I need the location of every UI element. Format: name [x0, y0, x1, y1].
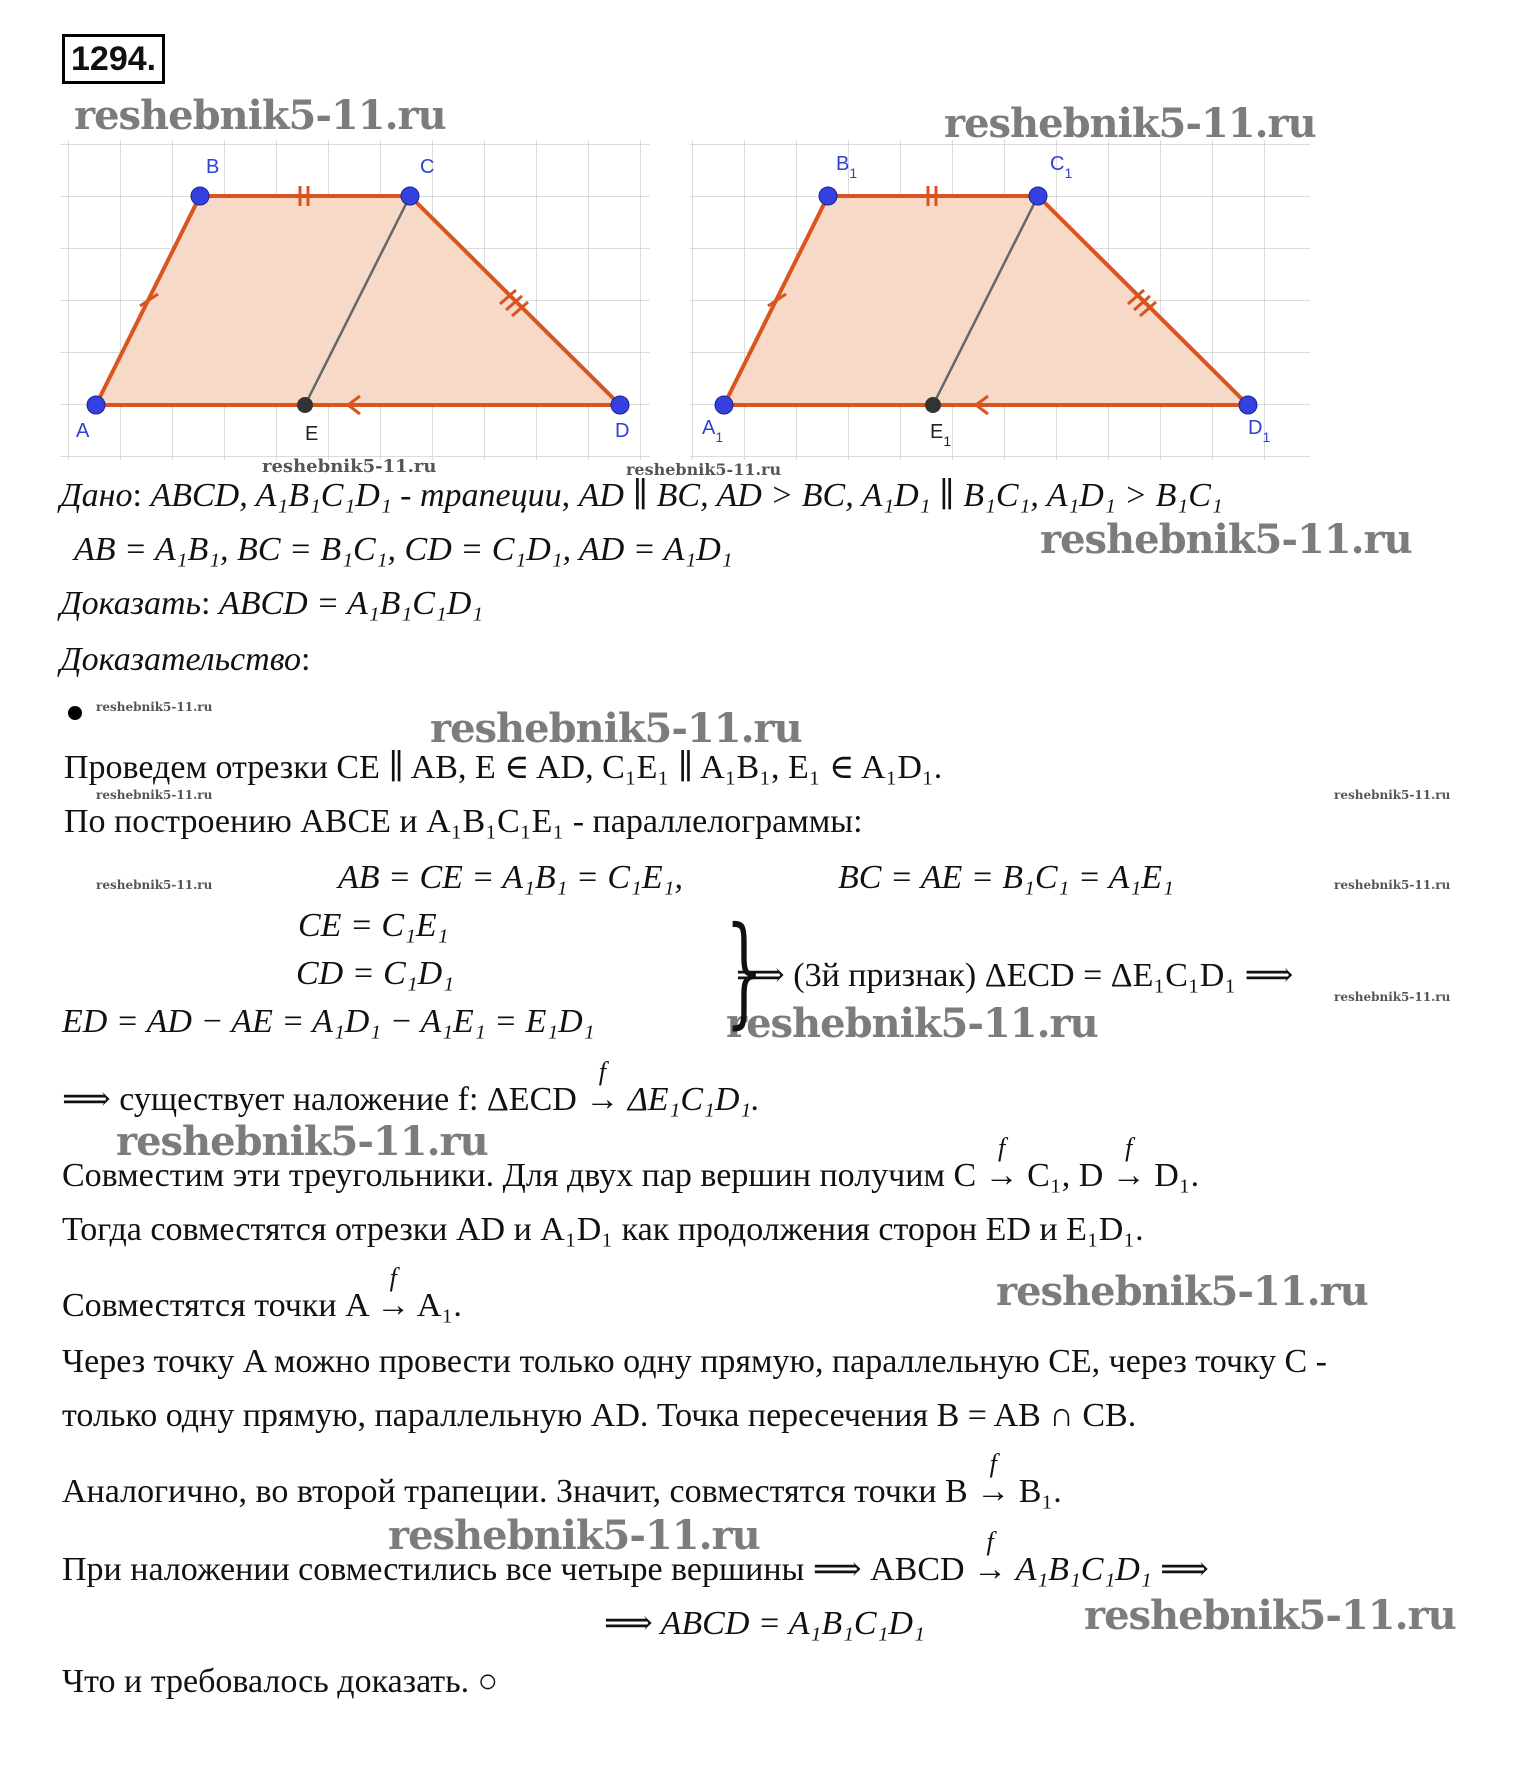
proof-line-2: По построению ABCE и A₁B₁C₁E₁ - параллелограммы:	[64, 803, 863, 840]
watermark: reshebnik5-11.ru	[1040, 516, 1412, 563]
watermark-small: reshebnik5-11.ru	[1334, 878, 1451, 892]
label-d1: $D_1$	[1248, 417, 1271, 445]
watermark-small: reshebnik5-11.ru	[96, 878, 213, 892]
proof-line-1: Проведем отрезки CE ∥ AB, E ∈ AD, C₁E₁ ∥ A₁B₁, E₁ ∈ A₁D₁.	[64, 749, 943, 786]
given-text-1: ABCD, A₁B₁C₁D₁ - трапеции, AD ∥ BC, AD > BC, A₁D₁ ∥ B₁C₁, A₁D₁ > B₁C₁	[150, 477, 1223, 514]
mapping-arrow: f →	[976, 1449, 1011, 1510]
watermark-small: reshebnik5-11.ru	[96, 788, 213, 802]
watermark: reshebnik5-11.ru	[1084, 1592, 1456, 1639]
proof-line-7: Через точку A можно провести только одну прямую, параллельную CE, через точку C -	[62, 1343, 1327, 1380]
label-d: D	[615, 420, 630, 442]
mapping-arrow: f →	[376, 1263, 411, 1324]
label-c1: $C_1$	[1050, 153, 1073, 181]
conclusion: Что и требовалось доказать. ○	[62, 1663, 499, 1700]
equation-1b: BC = AE = B₁C₁ = A₁E₁	[838, 859, 1174, 896]
proof-line-6: Совместятся точки A f → A₁.	[62, 1263, 462, 1324]
watermark-small: reshebnik5-11.ru	[626, 460, 782, 479]
prove-line: Доказать: ABCD = A₁B₁C₁D₁	[60, 585, 484, 622]
prove-label: Доказать	[60, 585, 201, 622]
watermark: reshebnik5-11.ru	[996, 1268, 1368, 1315]
watermark-small: reshebnik5-11.ru	[1334, 788, 1451, 802]
proof-line-3: ⟹ существует наложение f: ΔECD f → ΔE₁C₁D₁.	[62, 1057, 760, 1118]
label-e1: $E_1$	[930, 421, 952, 449]
watermark-small: reshebnik5-11.ru	[1334, 990, 1451, 1004]
point-d1	[1239, 396, 1257, 414]
point-d	[611, 396, 629, 414]
mapping-arrow: f →	[1111, 1133, 1146, 1194]
point-a	[87, 396, 105, 414]
watermark: reshebnik5-11.ru	[944, 100, 1316, 147]
brace-result: ⟹ (3й признак) ΔECD = ΔE₁C₁D₁ ⟹	[736, 957, 1294, 994]
proof-line: Доказательство:	[60, 641, 311, 678]
watermark-small: reshebnik5-11.ru	[262, 456, 437, 477]
point-b1	[819, 187, 837, 205]
label-b: B	[206, 156, 220, 178]
label-c: C	[420, 156, 435, 178]
prove-text: ABCD = A₁B₁C₁D₁	[218, 585, 484, 622]
watermark: reshebnik5-11.ru	[430, 705, 802, 752]
problem-number: 1294.	[62, 34, 165, 84]
watermark: reshebnik5-11.ru	[388, 1512, 760, 1559]
brace: }	[725, 902, 764, 1041]
label-a: A	[76, 420, 90, 442]
bullet-dot	[68, 706, 82, 720]
mapping-arrow: f →	[984, 1133, 1019, 1194]
point-e	[297, 397, 313, 413]
equation-1a: AB = CE = A₁B₁ = C₁E₁,	[338, 859, 683, 896]
watermark: reshebnik5-11.ru	[726, 1000, 1098, 1047]
proof-line-4: Совместим эти треугольники. Для двух пар вершин получим C f → C₁, D f → D₁.	[62, 1133, 1200, 1194]
point-a1	[715, 396, 733, 414]
figures	[60, 140, 1310, 460]
mapping-arrow: f →	[585, 1057, 620, 1118]
point-c1	[1029, 187, 1047, 205]
point-b	[191, 187, 209, 205]
watermark: reshebnik5-11.ru	[74, 92, 446, 139]
proof-line-10: При наложении совместились все четыре вершины ⟹ ABCD f → A₁B₁C₁D₁ ⟹	[62, 1527, 1209, 1588]
watermark: reshebnik5-11.ru	[116, 1118, 488, 1165]
equation-2: CE = C₁E₁	[298, 907, 449, 944]
label-b1: $B_1$	[836, 153, 858, 181]
label-a1: $A_1$	[702, 417, 724, 445]
given-label: Дано	[60, 477, 133, 514]
equation-3: CD = C₁D₁	[296, 955, 455, 992]
watermark-small: reshebnik5-11.ru	[96, 700, 213, 714]
proof-line-9: Аналогично, во второй трапеции. Значит, совместятся точки B f → B₁.	[62, 1449, 1062, 1510]
proof-line-8: только одну прямую, параллельную AD. Точка пересечения B = AB ∩ CB.	[62, 1397, 1137, 1434]
proof-label: Доказательство	[60, 641, 302, 678]
point-e1	[925, 397, 941, 413]
proof-line-11: ⟹ ABCD = A₁B₁C₁D₁	[604, 1605, 925, 1642]
mapping-arrow: f →	[973, 1527, 1008, 1588]
given-line-1: Дано: ABCD, A₁B₁C₁D₁ - трапеции, AD ∥ BC, AD > BC, A₁D₁ ∥ B₁C₁, A₁D₁ > B₁C₁	[60, 477, 1223, 514]
proof-line-5: Тогда совместятся отрезки AD и A₁D₁ как продолжения сторон ED и E₁D₁.	[62, 1211, 1144, 1248]
given-line-2: AB = A₁B₁, BC = B₁C₁, CD = C₁D₁, AD = A₁D₁	[74, 531, 733, 568]
point-c	[401, 187, 419, 205]
label-e: E	[305, 423, 319, 445]
equation-4: ED = AD − AE = A₁D₁ − A₁E₁ = E₁D₁	[62, 1003, 595, 1040]
